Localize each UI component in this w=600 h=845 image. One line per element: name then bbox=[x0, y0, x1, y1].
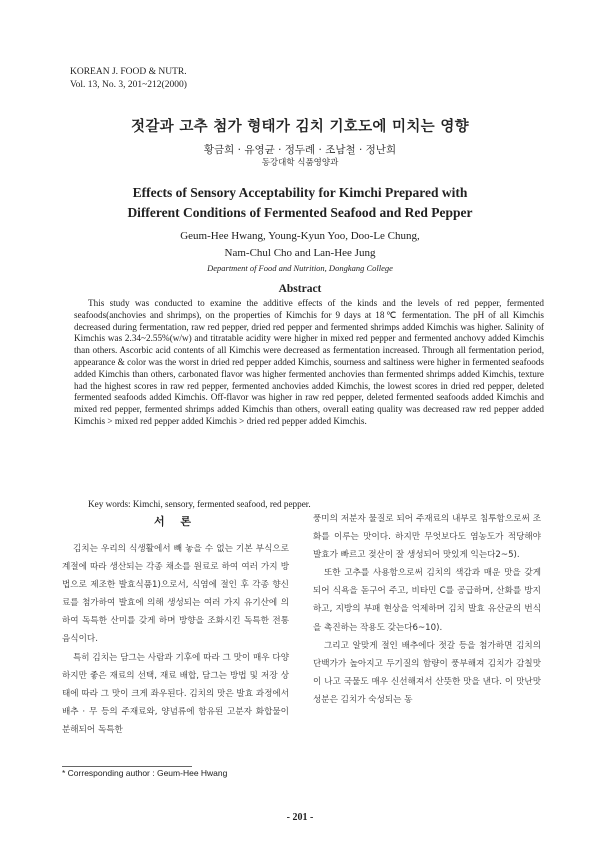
page-number: - 201 - bbox=[286, 812, 314, 823]
paragraph: 김치는 우리의 식생활에서 빼 놓을 수 없는 기본 부식으로 계절에 따라 생산되는 각종 채소를 원료로 하여 여러 가지 방법으로 제조한 발효식품1)으로서, 식염에 절인 후 각종 향신료를 첨가하여 발효에 의해 생성되는 여러 가지 유기산에 의하여 독특한 산미를 갖게 하며 방향을 조화시킨 독특한 전통 음식이다. bbox=[62, 544, 289, 645]
english-title bbox=[40, 183, 560, 223]
keywords: Key words: Kimchi, sensory, fermented seafood, red pepper. bbox=[88, 499, 311, 509]
section-heading-introduction: 서 론 bbox=[153, 515, 198, 528]
english-affiliation: Department of Food and Nutrition, Dongkang College bbox=[207, 263, 393, 273]
korean-title: 젓갈과 고추 첨가 형태가 김치 기호도에 미치는 영향 bbox=[131, 119, 469, 135]
footnote-divider bbox=[62, 766, 192, 767]
english-authors bbox=[60, 228, 540, 262]
paragraph: 특히 김치는 담그는 사람과 기후에 따라 그 맛이 매우 다양하지만 좋은 재료의 선택, 재료 배합, 담그는 방법 및 저장 상태에 따라 그 맛이 크게 좌우된다. 김치의 맛은 발효 과정에서 배추 · 무 등의 주재료와, 양념류에 함유된 고분자 화합물이 분해되어 독특한 bbox=[62, 652, 289, 735]
korean-authors: 황금희 · 유영균 · 정두례 · 조남철 · 정난희 bbox=[203, 144, 397, 156]
english-authors-line2: Nam-Chul Cho and Lan-Hee Jung bbox=[224, 247, 376, 259]
paragraph: 그리고 알맞게 절인 배추에다 젓갈 등을 첨가하면 김치의 단백가가 높아지고 두기질의 함량이 풍부해져 김치가 감칠맛이 나고 국물도 매우 신선해져서 산뜻한 맛을 낸다. 이 맛난맛 성분은 김치가 숙성되는 동 bbox=[313, 640, 541, 705]
journal-citation: Vol. 13, No. 3, 201~212(2000) bbox=[70, 80, 187, 90]
korean-affiliation: 동강대학 식품영양과 bbox=[261, 158, 339, 168]
english-title-line2: Different Conditions of Fermented Seafood and Red Pepper bbox=[127, 205, 473, 220]
journal-header bbox=[70, 66, 187, 92]
paragraph: 또한 고추를 사용함으로써 김치의 색감과 매운 맛을 갖게 되어 식욕을 돋구어 주고, 비타민 C를 공급하며, 산화를 방지하고, 지방의 부패 현상을 억제하며 김치 발효 유산균의 번식을 촉진하는 작용도 갖는다6~10). bbox=[313, 568, 541, 633]
abstract-heading: Abstract bbox=[278, 283, 322, 295]
english-title-line1: Effects of Sensory Acceptability for Kimchi Prepared with bbox=[132, 185, 468, 200]
left-column bbox=[62, 540, 289, 739]
abstract-body: This study was conducted to examine the additive effects of the kinds and the levels of red pepper, fermented seafoods(anchovies and shrimps), on the properties of Kimchis for 9 days at 18℃ fermentation. The pH of all Kimchis decreased during fermentation, raw red pepper, dried red pepper and fermented shrimps added Kimchis was higher. Salinity of Kimchis was 2.34~2.55%(w/w) and titratable acidity were higher in mixed red pepper and fermented anchovy added Kimchis than others. Ascorbic acid contents of all Kimchis were decreased as fermentation increased. Through all fermentation period, appearance & color was the worst in dried red pepper added Kimchis, sourness and saltiness were higher in fermented seafoods added Kimchis than others, carbonated flavor was higher fermented anchovies than fermented shrimps added Kimchis, texture had the highest scores in raw red pepper, fermented anchovies added Kimchis, the lowest scores in dried red pepper, deleted fermented seafoods added Kimchis. Off-flavor was higher in raw red pepper, deleted fermented seafoods added Kimchis and mixed red pepper, fermented shrimps added Kimchis than others, overall eating quality was decreased raw red pepper added Kimchis > mixed red pepper added Kimchis > dried red pepper added Kimchis. bbox=[74, 298, 544, 426]
paragraph: 풍미의 저분자 물질로 되어 주재료의 내부로 침투함으로써 조화를 이루는 맛이다. 하지만 무엇보다도 염농도가 적당해야 발효가 빠르고 젖산이 잘 생성되어 맛있게 익는다2~5). bbox=[313, 514, 541, 561]
footnote: * Corresponding author : Geum-Hee Hwang bbox=[62, 768, 228, 778]
right-column bbox=[313, 510, 541, 709]
english-authors-line1: Geum-Hee Hwang, Young-Kyun Yoo, Doo-Le Chung, bbox=[180, 230, 420, 242]
journal-name: KOREAN J. FOOD & NUTR. bbox=[70, 67, 187, 77]
